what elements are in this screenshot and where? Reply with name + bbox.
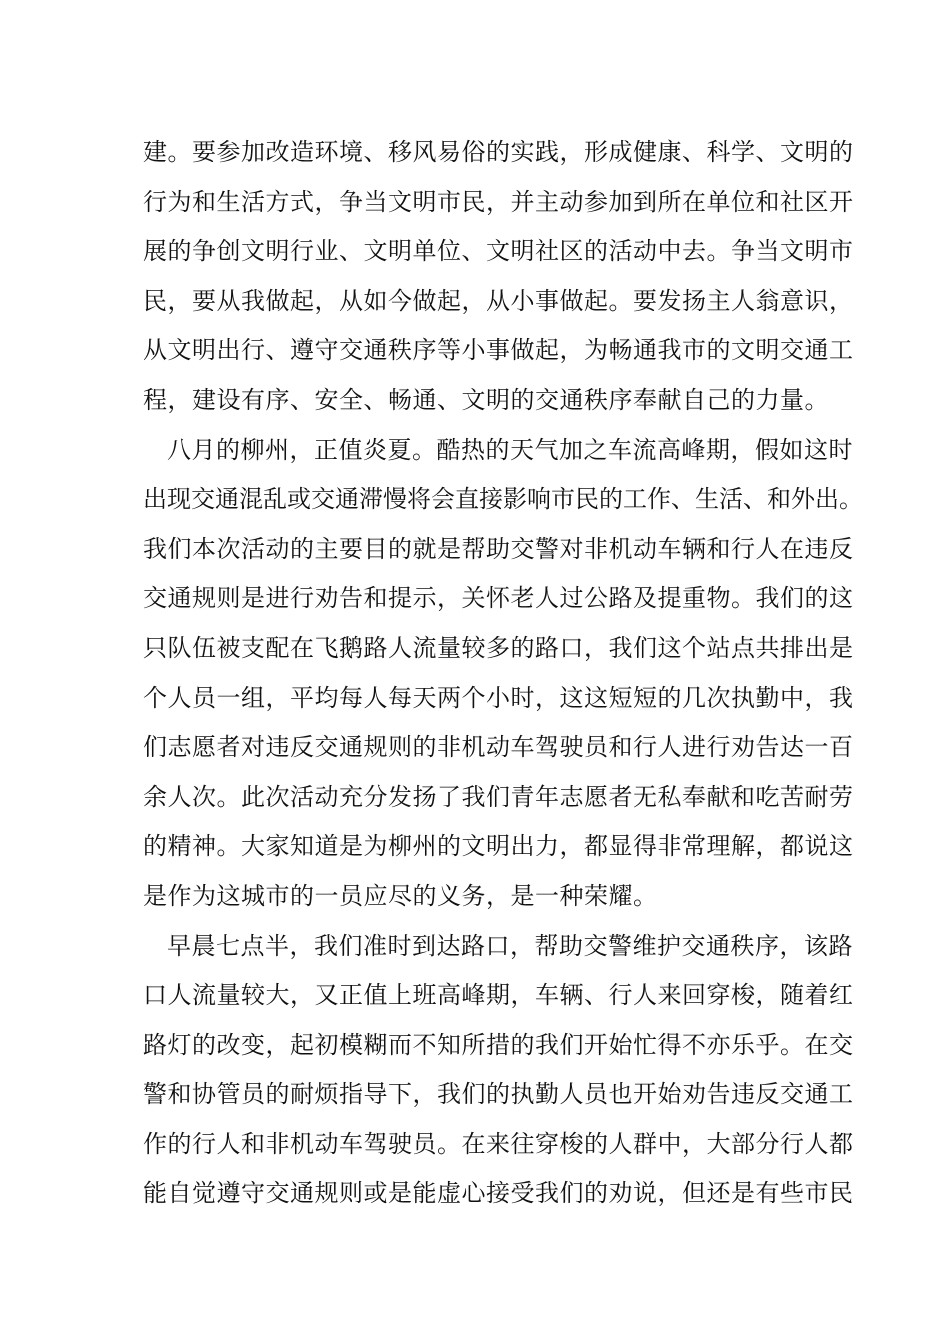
text-line: 民，要从我做起，从如今做起，从小事做起。要发扬主人翁意识，	[143, 286, 854, 315]
text-line: 们志愿者对违反交通规则的非机动车驾驶员和行人进行劝告达一百	[143, 733, 854, 762]
text-line: 是作为这城市的一员应尽的义务，是一种荣耀。	[143, 881, 658, 910]
text-line: 从文明出行、遵守交通秩序等小事做起，为畅通我市的文明交通工	[143, 336, 854, 365]
text-line: 我们本次活动的主要目的就是帮助交警对非机动车辆和行人在违反	[143, 534, 854, 563]
text-line: 口人流量较大，又正值上班高峰期，车辆、行人来回穿梭，随着红	[143, 981, 854, 1010]
text-line: 余人次。此次活动充分发扬了我们青年志愿者无私奉献和吃苦耐劳	[143, 782, 854, 811]
body-text	[143, 128, 863, 1219]
text-line: 警和协管员的耐烦指导下，我们的执勤人员也开始劝告违反交通工	[143, 1080, 854, 1109]
text-line: 能自觉遵守交通规则或是能虚心接受我们的劝说，但还是有些市民	[143, 1179, 854, 1208]
text-line: 交通规则是进行劝告和提示，关怀老人过公路及提重物。我们的这	[143, 584, 854, 613]
text-line: 路灯的改变，起初模糊而不知所措的我们开始忙得不亦乐乎。在交	[143, 1030, 854, 1059]
text-line: 只队伍被支配在飞鹅路人流量较多的路口，我们这个站点共排出是	[143, 633, 854, 662]
text-line: 个人员一组，平均每人每天两个小时，这这短短的几次执勤中，我	[143, 683, 854, 712]
text-line: 的精神。大家知道是为柳州的文明出力，都显得非常理解，都说这	[143, 832, 854, 861]
text-line: 程，建设有序、安全、畅通、文明的交通秩序奉献自己的力量。	[143, 385, 829, 414]
text-line: 作的行人和非机动车驾驶员。在来往穿梭的人群中，大部分行人都	[143, 1129, 854, 1158]
text-line: 行为和生活方式，争当文明市民，并主动参加到所在单位和社区开	[143, 187, 854, 216]
text-line: 出现交通混乱或交通滞慢将会直接影响市民的工作、生活、和外出。	[143, 485, 863, 514]
paragraph-first-line: 早晨七点半，我们准时到达路口，帮助交警维护交通秩序，该路	[167, 931, 853, 960]
paragraph-first-line: 八月的柳州，正值炎夏。酷热的天气加之车流高峰期，假如这时	[167, 435, 853, 464]
text-line: 建。要参加改造环境、移风易俗的实践，形成健康、科学、文明的	[143, 138, 854, 166]
text-line: 展的争创文明行业、文明单位、文明社区的活动中去。争当文明市	[143, 237, 854, 266]
